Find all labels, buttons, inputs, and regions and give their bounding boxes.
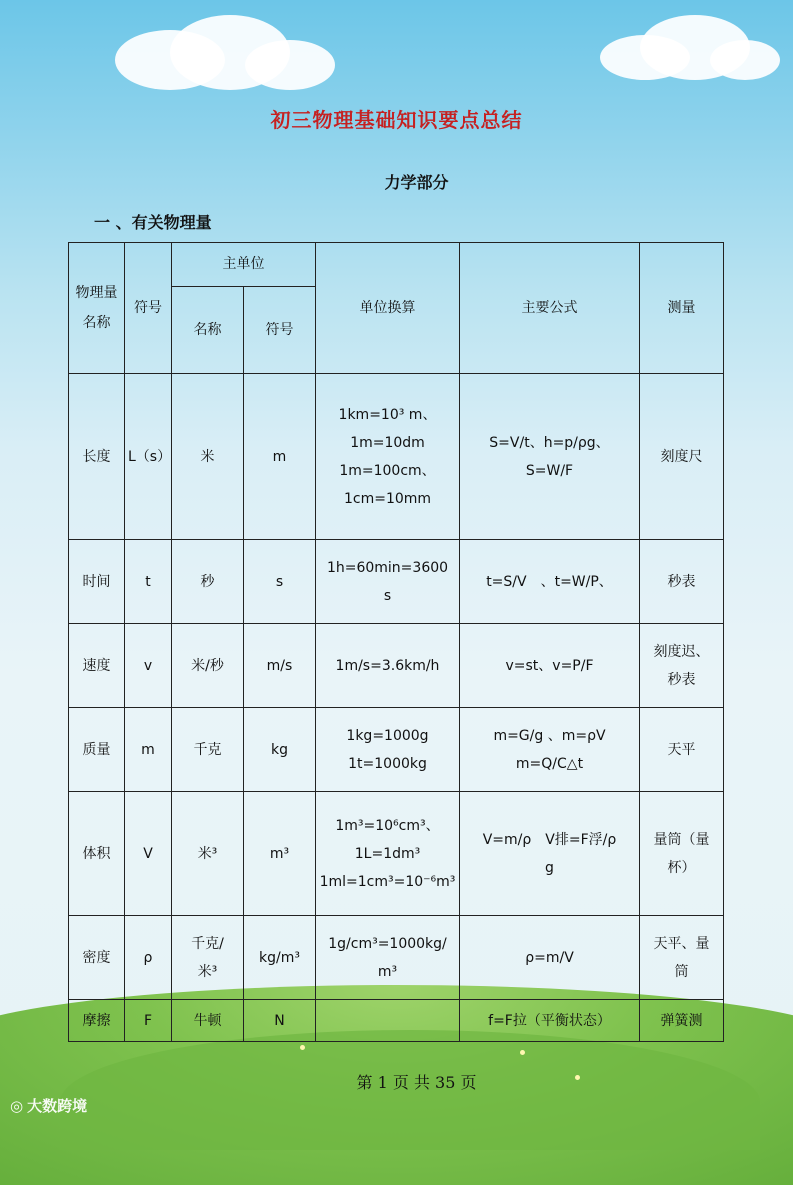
cell-unit-symbol: m³ xyxy=(244,792,316,916)
cell-name: 密度 xyxy=(69,916,125,1000)
cell-unit-symbol: m/s xyxy=(244,624,316,708)
cell-name: 时间 xyxy=(69,540,125,624)
table-row xyxy=(69,708,724,792)
cell-unit-symbol: m xyxy=(244,374,316,540)
header-symbol: 符号 xyxy=(125,243,172,374)
cloud-left-3 xyxy=(245,40,335,90)
cell-symbol: t xyxy=(125,540,172,624)
cell-conversion: 1m/s=3.6km/h xyxy=(316,624,460,708)
header-conversion: 单位换算 xyxy=(316,243,460,374)
cell-unit-name: 千克/ 米³ xyxy=(172,916,244,1000)
cell-unit-symbol: kg xyxy=(244,708,316,792)
watermark xyxy=(10,1095,87,1116)
cell-formula: t=S/V 、t=W/P、 xyxy=(460,540,640,624)
cell-unit-symbol: kg/m³ xyxy=(244,916,316,1000)
cell-symbol: ρ xyxy=(125,916,172,1000)
watermark-logo-icon: ◎ xyxy=(10,1097,24,1115)
cell-symbol: v xyxy=(125,624,172,708)
header-formula: 主要公式 xyxy=(460,243,640,374)
physics-quantities-table xyxy=(68,242,724,1042)
cell-unit-name: 米/秒 xyxy=(172,624,244,708)
cell-formula: ρ=m/V xyxy=(460,916,640,1000)
table-row xyxy=(69,792,724,916)
header-unit-name: 名称 xyxy=(172,286,244,373)
table-row xyxy=(69,374,724,540)
table-row xyxy=(69,540,724,624)
watermark-text: 大数跨境 xyxy=(27,1097,88,1115)
table-row xyxy=(69,916,724,1000)
cell-unit-name: 米 xyxy=(172,374,244,540)
cell-formula: S=V/t、h=p/ρg、 S=W/F xyxy=(460,374,640,540)
cell-unit-symbol: N xyxy=(244,1000,316,1042)
cell-formula: f=F拉（平衡状态） xyxy=(460,1000,640,1042)
cell-measure: 刻度迟、 秒表 xyxy=(640,624,724,708)
header-measure: 测量 xyxy=(640,243,724,374)
cell-conversion: 1m³=10⁶cm³、 1L=1dm³ 1ml=1cm³=10⁻⁶m³ xyxy=(316,792,460,916)
cell-measure: 弹簧测 xyxy=(640,1000,724,1042)
document-title: 初三物理基础知识要点总结 xyxy=(270,108,523,132)
header-unit-symbol: 符号 xyxy=(244,286,316,373)
cell-measure: 秒表 xyxy=(640,540,724,624)
flower-dot xyxy=(520,1050,525,1055)
cell-name: 速度 xyxy=(69,624,125,708)
cell-unit-name: 千克 xyxy=(172,708,244,792)
cell-symbol: m xyxy=(125,708,172,792)
cell-formula: V=m/ρ V排=F浮/ρ g xyxy=(460,792,640,916)
cell-unit-symbol: s xyxy=(244,540,316,624)
cell-conversion: 1km=10³ m、 1m=10dm 1m=100cm、 1cm=10mm xyxy=(316,374,460,540)
cell-measure: 天平 xyxy=(640,708,724,792)
cell-name: 体积 xyxy=(69,792,125,916)
cell-conversion: 1kg=1000g 1t=1000kg xyxy=(316,708,460,792)
cell-measure: 刻度尺 xyxy=(640,374,724,540)
cell-conversion: 1g/cm³=1000kg/ m³ xyxy=(316,916,460,1000)
header-name: 物理量名称 xyxy=(69,243,125,374)
subsection-heading: 一 、有关物理量 xyxy=(94,213,212,232)
cell-symbol: V xyxy=(125,792,172,916)
page-number: 第 1 页 共 35 页 xyxy=(356,1073,477,1092)
header-main-unit: 主单位 xyxy=(172,243,316,287)
cell-unit-name: 秒 xyxy=(172,540,244,624)
cloud-right-3 xyxy=(710,40,780,80)
cell-conversion: 1h=60min=3600 s xyxy=(316,540,460,624)
cell-unit-name: 米³ xyxy=(172,792,244,916)
cell-measure: 天平、量 筒 xyxy=(640,916,724,1000)
cell-conversion xyxy=(316,1000,460,1042)
section-heading: 力学部分 xyxy=(384,173,449,192)
table-row xyxy=(69,624,724,708)
cell-name: 摩擦 xyxy=(69,1000,125,1042)
cell-name: 质量 xyxy=(69,708,125,792)
cell-unit-name: 牛顿 xyxy=(172,1000,244,1042)
table-row xyxy=(69,1000,724,1042)
cell-symbol: L（s） xyxy=(125,374,172,540)
cell-measure: 量筒（量 杯） xyxy=(640,792,724,916)
flower-dot xyxy=(300,1045,305,1050)
cell-formula: m=G/g 、m=ρV m=Q/C△t xyxy=(460,708,640,792)
cell-formula: v=st、v=P/F xyxy=(460,624,640,708)
cell-name: 长度 xyxy=(69,374,125,540)
cell-symbol: F xyxy=(125,1000,172,1042)
